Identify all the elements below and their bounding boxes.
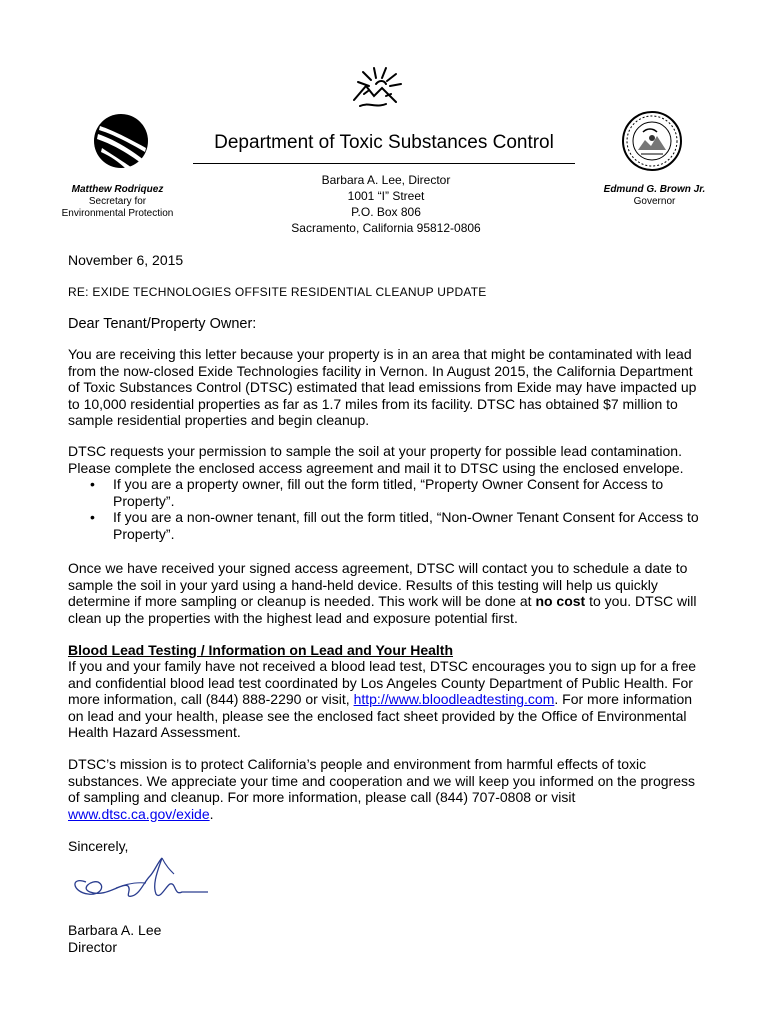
paragraph-request: DTSC requests your permission to sample the soil at your property for possible lead contamination. Please complete the enclosed access agreement and mail it to DTSC using the enclosed envelope. (68, 443, 684, 476)
paragraph-next-steps (68, 560, 698, 626)
text-run: to you. DTSC will clean up the properties with the highest lead and exposure potential first. (68, 593, 697, 626)
list-item: • If you are a property owner, fill out the form titled, “Property Owner Consent for Access to Property”. (68, 476, 708, 509)
text-run: If you and your family have not received a blood lead test, DTSC encourages you to sign up for a free and confidential blood lead test coordinated by Los Angeles County Department of Public Health. For more information, call (844) 888-2290 or visit, (68, 658, 697, 707)
secretary-title-2: Environmental Protection (61, 208, 174, 219)
secretary-name: Matthew Rodriquez (71, 184, 164, 195)
form-instructions-list (68, 476, 708, 542)
secretary-block (55, 184, 180, 220)
paragraph-mission (68, 756, 698, 822)
list-item: • If you are a non-owner tenant, fill out the form titled, “Non-Owner Tenant Consent for Access to Property”. (68, 509, 708, 542)
paragraph-blood-test (68, 658, 698, 741)
no-cost-emphasis: no cost (535, 593, 586, 609)
text-run: . (209, 805, 214, 822)
closing: Sincerely, (68, 838, 129, 854)
subject-line: RE: EXIDE TECHNOLOGIES OFFSITE RESIDENTIAL CLEANUP UPDATE (68, 285, 487, 299)
text-run: . For more information on lead and your health, please see the enclosed fact sheet provided by the Office of Environmental Health Hazard Assessment. (68, 691, 693, 740)
california-seal (621, 110, 683, 172)
governor-name: Edmund G. Brown Jr. (603, 184, 706, 195)
dtsc-exide-link[interactable]: www.dtsc.ca.gov/exide (68, 805, 210, 822)
header-divider (193, 163, 575, 164)
bloodleadtesting-link[interactable]: http://www.bloodleadtesting.com (353, 691, 555, 707)
department-title: Department of Toxic Substances Control (214, 132, 554, 153)
salutation: Dear Tenant/Property Owner: (68, 316, 257, 332)
dtsc-logo (346, 64, 408, 110)
address-line-1: 1001 “I” Street (347, 189, 425, 203)
calepa-logo (92, 112, 150, 170)
signer-name: Barbara A. Lee (68, 922, 162, 938)
director-line: Barbara A. Lee, Director (321, 173, 451, 187)
text-run: DTSC’s mission is to protect California’s people and environment from harmful effects of toxic substances. We appreciate your time and cooperation and we will keep you informed on the progress of sampling and cleanup. For more information, please call (844) 707-0808 or visit (68, 756, 695, 805)
paragraph-intro: You are receiving this letter because your property is in an area that might be contaminated with lead from the now-closed Exide Technologies facility in Vernon. In August 2015, the California Department of Toxic Substances Control (DTSC) estimated that lead emissions from Exide may have impacted up to 10,000 residential properties as far as 1.7 miles from its facility. DTSC has obtained $7 million to sample residential properties and begin cleanup. (68, 346, 697, 428)
letter-date: November 6, 2015 (68, 252, 184, 268)
section-heading: Blood Lead Testing / Information on Lead and Your Health (68, 642, 454, 658)
governor-block (592, 184, 717, 208)
governor-title: Governor (633, 196, 676, 207)
department-address (262, 172, 510, 236)
secretary-title-1: Secretary for (88, 196, 147, 207)
address-line-2: P.O. Box 806 (351, 205, 421, 219)
signer-block (68, 922, 161, 956)
address-line-3: Sacramento, California 95812-0806 (291, 221, 481, 235)
signature (66, 852, 216, 907)
text-run: Once we have received your signed access agreement, DTSC will contact you to schedule a date to sample the soil in your yard using a hand-held device. Results of this testing will help us quickly determine if more sampling or cleanup is needed. This work will be done at (68, 560, 688, 609)
signer-title: Director (68, 939, 118, 955)
